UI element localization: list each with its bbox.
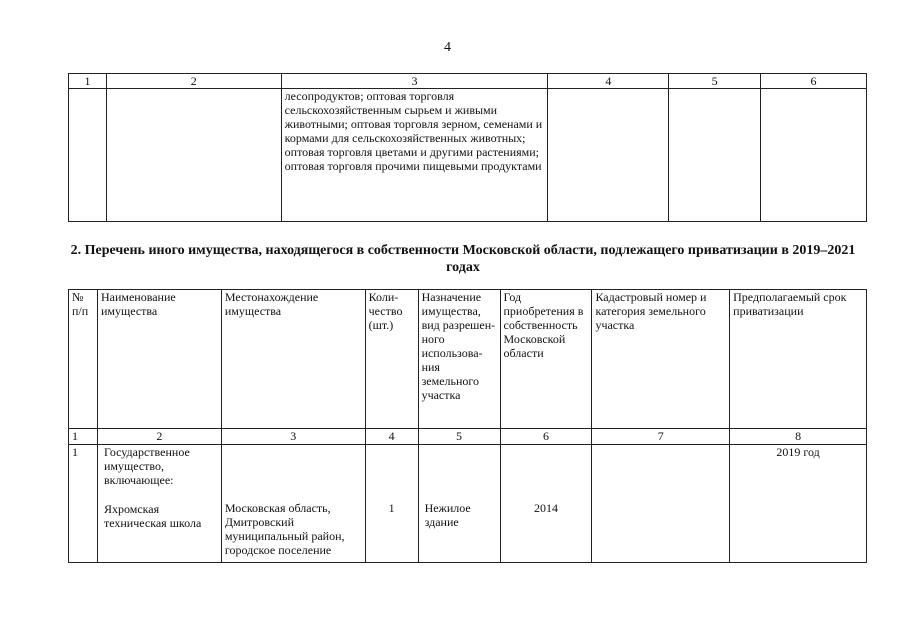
header-row bbox=[69, 290, 867, 429]
continued-row bbox=[69, 89, 867, 222]
col-number: 3 bbox=[281, 74, 548, 89]
empty-cell bbox=[548, 89, 669, 222]
privatization-term: 2019 год bbox=[776, 445, 820, 459]
property-quantity: 1 bbox=[388, 501, 395, 515]
property-purpose: Нежилое здание bbox=[424, 501, 471, 529]
header-num: № п/п bbox=[69, 290, 98, 429]
quantity-cell bbox=[365, 445, 418, 563]
header-cadastral: Кадастровый номер и категория земельного участка bbox=[592, 290, 730, 429]
header-quantity: Коли-чество (шт.) bbox=[365, 290, 418, 429]
acquisition-year: 2014 bbox=[533, 501, 558, 515]
col-number: 8 bbox=[730, 429, 867, 445]
spacer bbox=[225, 445, 362, 501]
location-cell bbox=[221, 445, 365, 563]
col-number: 4 bbox=[548, 74, 669, 89]
empty-cell bbox=[106, 89, 281, 222]
spacer bbox=[504, 445, 589, 501]
table-row bbox=[69, 445, 867, 563]
col-number: 7 bbox=[592, 429, 730, 445]
header-year: Год приобретения в собственность Московской области bbox=[500, 290, 592, 429]
spacer bbox=[104, 487, 218, 502]
header-location: Местонахождение имущества bbox=[221, 290, 365, 429]
col-number: 6 bbox=[500, 429, 592, 445]
col-number: 2 bbox=[106, 74, 281, 89]
year-cell bbox=[500, 445, 592, 563]
column-number-row bbox=[69, 74, 867, 89]
section-title: 2. Перечень иного имущества, находящегося в собственности Московской области, подлежащего приватизации в 2019–2021 годах bbox=[70, 243, 856, 275]
spacer bbox=[369, 445, 415, 501]
header-purpose: Назначение имущества, вид разрешен-ного использова-ния земельного участка bbox=[418, 290, 500, 429]
privatization-cell bbox=[730, 445, 867, 563]
col-number: 5 bbox=[669, 74, 761, 89]
purpose-cell bbox=[418, 445, 500, 563]
page-number: 4 bbox=[444, 40, 451, 55]
col-number: 4 bbox=[365, 429, 418, 445]
col-number: 3 bbox=[221, 429, 365, 445]
column-number-row bbox=[69, 429, 867, 445]
col-number: 5 bbox=[418, 429, 500, 445]
header-name: Наименование имущества bbox=[97, 290, 221, 429]
empty-cell bbox=[669, 89, 761, 222]
empty-cell bbox=[761, 89, 867, 222]
property-name: Яхромская техническая школа bbox=[103, 502, 202, 530]
property-table bbox=[68, 289, 867, 563]
spacer bbox=[425, 445, 497, 501]
col-number: 1 bbox=[69, 429, 98, 445]
col-number: 2 bbox=[97, 429, 221, 445]
property-name-cell bbox=[97, 445, 221, 563]
activity-description: лесопродуктов; оптовая торговля сельскохозяйственным сырьем и живыми животными; оптовая торговля зерном, семенами и кормами для сельскохозяйственных животных; оптовая торговля цветами и другими растениями; оптовая торговля прочими пищевыми продуктами bbox=[281, 89, 548, 222]
empty-cell bbox=[69, 89, 107, 222]
property-location: Московская область, Дмитровский муниципальный район, городское поселение bbox=[224, 501, 345, 557]
cadastral-cell bbox=[592, 445, 730, 563]
continued-table bbox=[68, 73, 867, 222]
header-privatization: Предполагаемый срок приватизации bbox=[730, 290, 867, 429]
property-group: Государственное имущество, включающее: bbox=[103, 445, 190, 487]
col-number: 6 bbox=[761, 74, 867, 89]
row-number: 1 bbox=[69, 445, 98, 563]
col-number: 1 bbox=[69, 74, 107, 89]
